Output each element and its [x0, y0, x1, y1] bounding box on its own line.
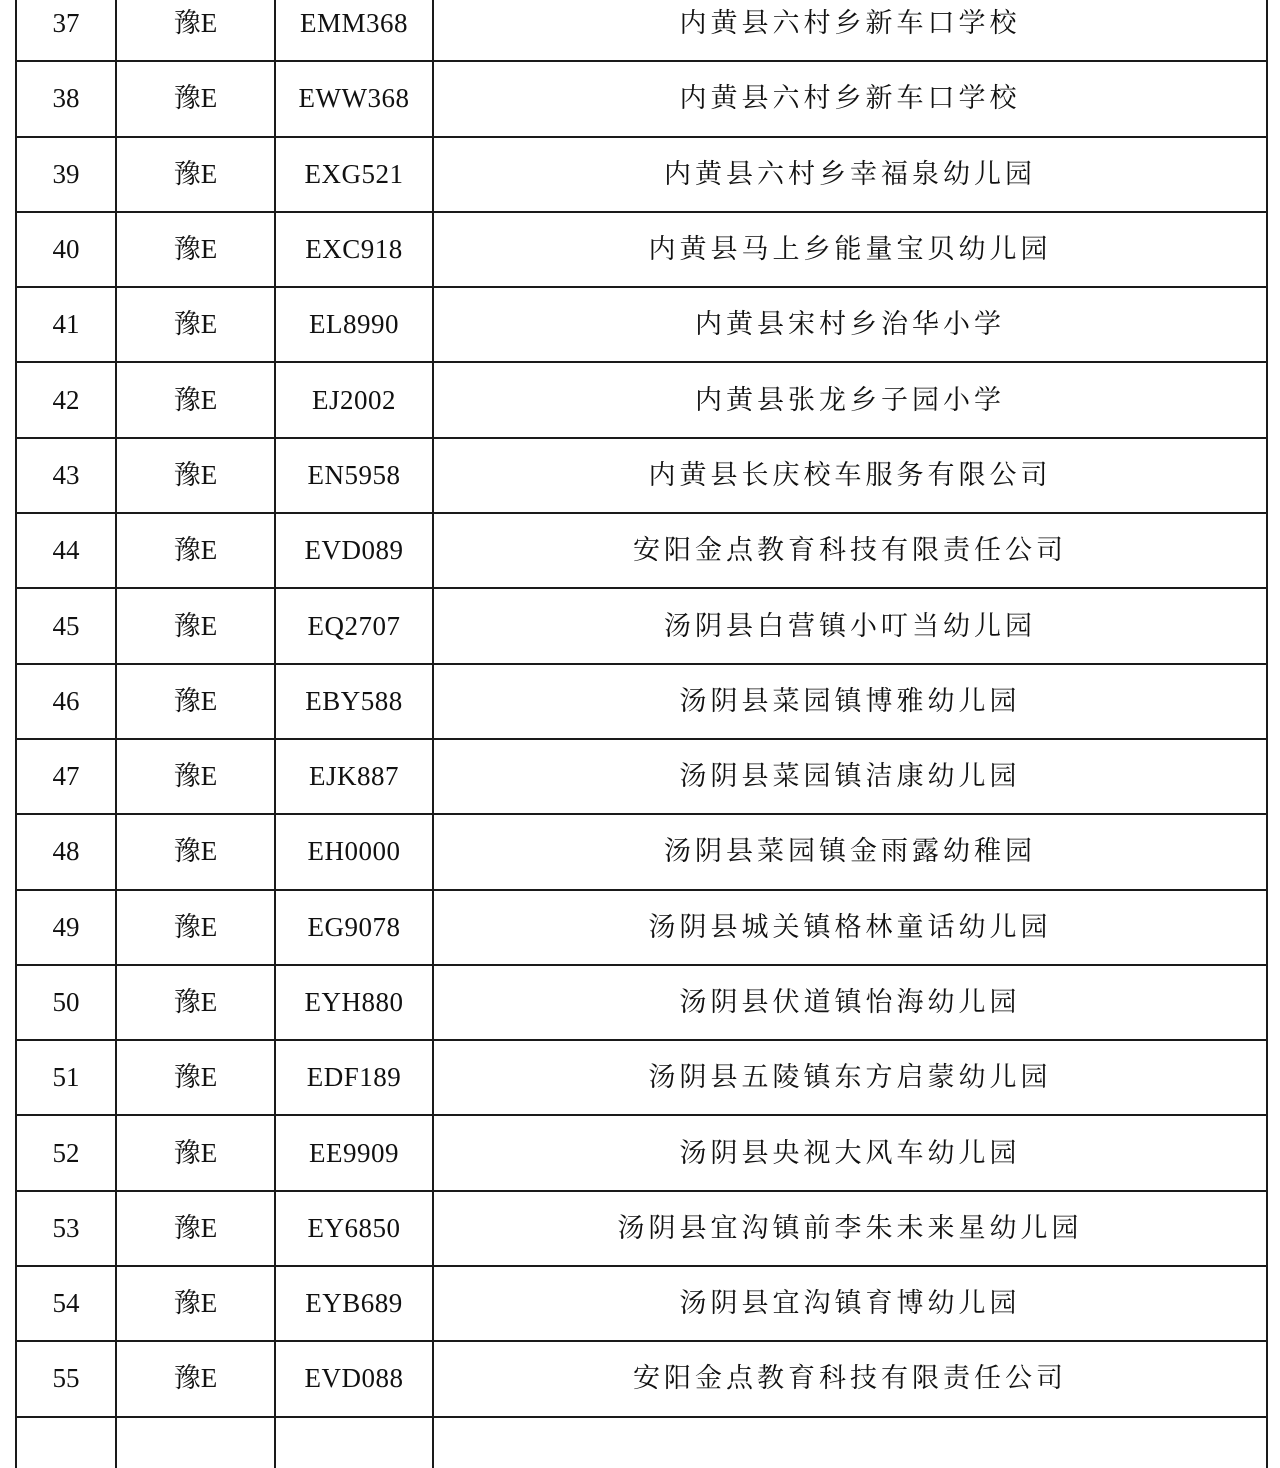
table-row [16, 362, 1267, 437]
sequence-number-cell: 48 [16, 814, 116, 889]
sequence-number-cell: 41 [16, 287, 116, 362]
table-row [16, 287, 1267, 362]
sequence-number-cell: 46 [16, 664, 116, 739]
organization-name-cell: 内黄县长庆校车服务有限公司 [433, 438, 1267, 513]
organization-name-cell: 汤阴县菜园镇金雨露幼稚园 [433, 814, 1267, 889]
table-row [16, 61, 1267, 136]
organization-name-cell: 汤阴县菜园镇博雅幼儿园 [433, 664, 1267, 739]
province-code-cell: 豫E [116, 1341, 275, 1416]
plate-number-cell: EWW368 [275, 61, 433, 136]
plate-number-cell: EG9078 [275, 890, 433, 965]
table-row [16, 1266, 1267, 1341]
sequence-number-cell: 47 [16, 739, 116, 814]
organization-name-cell: 内黄县张龙乡子园小学 [433, 362, 1267, 437]
province-code-cell: 豫E [116, 438, 275, 513]
table-row [16, 438, 1267, 513]
province-code-cell: 豫E [116, 212, 275, 287]
organization-name-cell: 内黄县马上乡能量宝贝幼儿园 [433, 212, 1267, 287]
province-code-cell: 豫E [116, 1115, 275, 1190]
organization-name-cell: 汤阴县城关镇格林童话幼儿园 [433, 890, 1267, 965]
table-row [16, 0, 1267, 61]
province-code-cell: 豫E [116, 965, 275, 1040]
plate-number-cell [275, 1417, 433, 1468]
sequence-number-cell [16, 1417, 116, 1468]
table-row [16, 137, 1267, 212]
table-row [16, 664, 1267, 739]
organization-name-cell: 内黄县六村乡幸福泉幼儿园 [433, 137, 1267, 212]
province-code-cell: 豫E [116, 890, 275, 965]
sequence-number-cell: 39 [16, 137, 116, 212]
province-code-cell: 豫E [116, 1040, 275, 1115]
table-row [16, 890, 1267, 965]
sequence-number-cell: 49 [16, 890, 116, 965]
sequence-number-cell: 45 [16, 588, 116, 663]
province-code-cell [116, 1417, 275, 1468]
table-row [16, 739, 1267, 814]
organization-name-cell: 汤阴县央视大风车幼儿园 [433, 1115, 1267, 1190]
plate-number-cell: EN5958 [275, 438, 433, 513]
organization-name-cell: 汤阴县伏道镇怡海幼儿园 [433, 965, 1267, 1040]
organization-name-cell: 汤阴县五陵镇东方启蒙幼儿园 [433, 1040, 1267, 1115]
table-row [16, 1417, 1267, 1468]
table-row [16, 513, 1267, 588]
sequence-number-cell: 50 [16, 965, 116, 1040]
province-code-cell: 豫E [116, 664, 275, 739]
table-row [16, 1191, 1267, 1266]
plate-number-cell: EXC918 [275, 212, 433, 287]
province-code-cell: 豫E [116, 1266, 275, 1341]
plate-number-cell: EBY588 [275, 664, 433, 739]
plate-number-cell: EVD089 [275, 513, 433, 588]
organization-name-cell [433, 1417, 1267, 1468]
province-code-cell: 豫E [116, 588, 275, 663]
province-code-cell: 豫E [116, 137, 275, 212]
table-row [16, 1341, 1267, 1416]
organization-name-cell: 汤阴县白营镇小叮当幼儿园 [433, 588, 1267, 663]
plate-number-cell: EE9909 [275, 1115, 433, 1190]
sequence-number-cell: 52 [16, 1115, 116, 1190]
province-code-cell: 豫E [116, 739, 275, 814]
organization-name-cell: 安阳金点教育科技有限责任公司 [433, 513, 1267, 588]
sequence-number-cell: 38 [16, 61, 116, 136]
plate-number-cell: EDF189 [275, 1040, 433, 1115]
province-code-cell: 豫E [116, 513, 275, 588]
plate-number-cell: EH0000 [275, 814, 433, 889]
sequence-number-cell: 37 [16, 0, 116, 61]
organization-name-cell: 内黄县六村乡新车口学校 [433, 61, 1267, 136]
school-bus-table [15, 0, 1268, 1468]
province-code-cell: 豫E [116, 814, 275, 889]
plate-number-cell: EXG521 [275, 137, 433, 212]
sequence-number-cell: 55 [16, 1341, 116, 1416]
plate-number-cell: EVD088 [275, 1341, 433, 1416]
organization-name-cell: 安阳金点教育科技有限责任公司 [433, 1341, 1267, 1416]
table-body [16, 0, 1267, 1468]
plate-number-cell: EY6850 [275, 1191, 433, 1266]
sequence-number-cell: 40 [16, 212, 116, 287]
table-row [16, 814, 1267, 889]
sequence-number-cell: 51 [16, 1040, 116, 1115]
organization-name-cell: 汤阴县宜沟镇育博幼儿园 [433, 1266, 1267, 1341]
table-row [16, 1115, 1267, 1190]
plate-number-cell: EJ2002 [275, 362, 433, 437]
plate-number-cell: EYB689 [275, 1266, 433, 1341]
plate-number-cell: EL8990 [275, 287, 433, 362]
plate-number-cell: EMM368 [275, 0, 433, 61]
sequence-number-cell: 42 [16, 362, 116, 437]
organization-name-cell: 汤阴县菜园镇洁康幼儿园 [433, 739, 1267, 814]
province-code-cell: 豫E [116, 61, 275, 136]
sequence-number-cell: 43 [16, 438, 116, 513]
sequence-number-cell: 53 [16, 1191, 116, 1266]
table-row [16, 1040, 1267, 1115]
table-row [16, 588, 1267, 663]
sequence-number-cell: 54 [16, 1266, 116, 1341]
plate-number-cell: EJK887 [275, 739, 433, 814]
organization-name-cell: 内黄县六村乡新车口学校 [433, 0, 1267, 61]
table-row [16, 965, 1267, 1040]
sequence-number-cell: 44 [16, 513, 116, 588]
province-code-cell: 豫E [116, 0, 275, 61]
organization-name-cell: 汤阴县宜沟镇前李朱未来星幼儿园 [433, 1191, 1267, 1266]
organization-name-cell: 内黄县宋村乡治华小学 [433, 287, 1267, 362]
province-code-cell: 豫E [116, 362, 275, 437]
table-row [16, 212, 1267, 287]
plate-number-cell: EYH880 [275, 965, 433, 1040]
province-code-cell: 豫E [116, 1191, 275, 1266]
plate-number-cell: EQ2707 [275, 588, 433, 663]
province-code-cell: 豫E [116, 287, 275, 362]
